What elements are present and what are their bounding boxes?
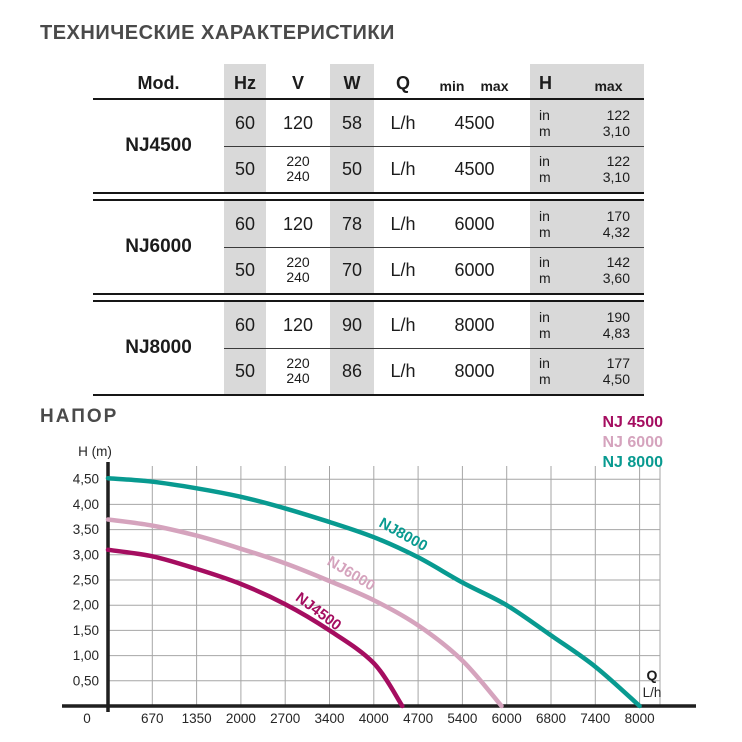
- x-axis-unit: L/h: [642, 685, 662, 700]
- row-divider: [224, 247, 644, 248]
- x-tick-label: 1350: [181, 711, 212, 726]
- h-values: [573, 201, 644, 247]
- v-value: 120: [282, 112, 314, 133]
- h-unit-m: m: [539, 169, 551, 185]
- h-unit-in: in: [539, 208, 550, 224]
- legend-item-nj4500: NJ 4500: [602, 414, 663, 431]
- h-unit-in: in: [539, 309, 550, 325]
- q-range: 6000: [454, 213, 495, 234]
- x-tick-label: 0: [83, 711, 91, 726]
- y-axis-title: H (m): [78, 444, 112, 459]
- curve-label-NJ8000: NJ8000: [376, 514, 431, 555]
- h-unit-in: in: [539, 355, 550, 371]
- q-unit: L/h: [390, 213, 416, 234]
- y-tick-label: 1,50: [72, 622, 99, 638]
- h-units: [530, 146, 573, 192]
- h-value-m: 3,10: [602, 169, 630, 185]
- hz-value: 60: [234, 213, 256, 234]
- h-value-in: 177: [606, 355, 630, 371]
- spec-table: [93, 64, 644, 396]
- v-value-top: 220: [286, 355, 310, 371]
- w-value: 86: [341, 360, 363, 381]
- h-unit-m: m: [539, 371, 551, 387]
- v-value: 120: [282, 314, 314, 335]
- hz-value: 60: [234, 112, 256, 133]
- v-value-top: 220: [286, 153, 310, 169]
- x-tick-label: 5400: [447, 711, 478, 726]
- h-unit-m: m: [539, 123, 551, 139]
- h-values: [573, 348, 644, 394]
- y-tick-label: 4,00: [72, 496, 99, 512]
- h-values: [573, 100, 644, 146]
- y-tick-label: 2,50: [72, 572, 99, 588]
- q-range: 4500: [454, 158, 495, 179]
- x-tick-label: 7400: [580, 711, 611, 726]
- h-value-m: 3,60: [602, 270, 630, 286]
- q-unit: L/h: [390, 158, 416, 179]
- h-unit-m: m: [539, 325, 551, 341]
- v-value-bottom: 240: [286, 269, 310, 285]
- model-name: NJ8000: [125, 337, 192, 358]
- y-tick-label: 4,50: [72, 471, 99, 487]
- q-range: 4500: [454, 112, 495, 133]
- legend-item-nj8000: NJ 8000: [602, 454, 663, 471]
- header-h-max: max: [594, 78, 623, 94]
- v-value: [266, 247, 330, 293]
- x-tick-label: 4000: [358, 711, 389, 726]
- hz-value: 60: [234, 314, 256, 335]
- x-tick-label: 3400: [314, 711, 345, 726]
- y-tick-label: 0,50: [72, 673, 99, 689]
- curve-label-NJ4500: NJ4500: [292, 589, 345, 635]
- model-block-nj6000: [93, 199, 644, 295]
- model-block-nj4500: [93, 100, 644, 194]
- chart-title: НАПОР: [40, 406, 119, 427]
- hz-value: 50: [234, 360, 256, 381]
- h-value-m: 4,32: [602, 224, 630, 240]
- h-values: [573, 247, 644, 293]
- h-unit-in: in: [539, 107, 550, 123]
- x-axis-unit-symbol: Q: [646, 667, 658, 683]
- h-values: [573, 146, 644, 192]
- v-value: [266, 348, 330, 394]
- v-value-bottom: 240: [286, 168, 310, 184]
- q-range: 6000: [454, 259, 495, 280]
- w-value: 90: [341, 314, 363, 335]
- row-divider: [224, 348, 644, 349]
- h-units: [530, 100, 573, 146]
- header-mod: Mod.: [137, 73, 180, 93]
- row-divider: [224, 146, 644, 147]
- w-value: 58: [341, 112, 363, 133]
- y-tick-label: 3,00: [72, 547, 99, 563]
- h-value-in: 142: [606, 254, 630, 270]
- w-value: 70: [341, 259, 363, 280]
- h-value-in: 122: [606, 107, 630, 123]
- h-value-in: 170: [606, 208, 630, 224]
- y-tick-label: 2,00: [72, 597, 99, 613]
- v-value: [266, 146, 330, 192]
- h-unit-m: m: [539, 270, 551, 286]
- chart-legend: [545, 413, 663, 473]
- legend-item-nj6000: NJ 6000: [602, 434, 663, 451]
- q-range: 8000: [454, 360, 495, 381]
- x-tick-label: 2700: [270, 711, 301, 726]
- h-value-m: 4,50: [602, 371, 630, 387]
- h-value-in: 122: [606, 153, 630, 169]
- h-units: [530, 247, 573, 293]
- header-w: W: [343, 73, 361, 93]
- x-tick-label: 6800: [535, 711, 567, 726]
- model-block-nj8000: [93, 300, 644, 396]
- h-unit-m: m: [539, 224, 551, 240]
- y-tick-label: 1,00: [72, 648, 99, 664]
- spec-table-header: [93, 64, 644, 100]
- v-value: 120: [282, 213, 314, 234]
- x-tick-label: 4700: [403, 711, 434, 726]
- h-unit-in: in: [539, 254, 550, 270]
- x-tick-label: 670: [141, 711, 164, 726]
- model-name: NJ6000: [125, 236, 192, 257]
- y-tick-label: 3,50: [72, 522, 99, 538]
- h-value-m: 3,10: [602, 123, 630, 139]
- q-range: 8000: [454, 314, 495, 335]
- header-q-max: max: [480, 78, 509, 94]
- page-title: ТЕХНИЧЕСКИЕ ХАРАКТЕРИСТИКИ: [40, 22, 395, 44]
- curve-label-NJ6000: NJ6000: [324, 552, 378, 595]
- model-name: NJ4500: [125, 135, 192, 156]
- h-units: [530, 348, 573, 394]
- header-q-min: min: [439, 78, 465, 94]
- q-unit: L/h: [390, 112, 416, 133]
- h-unit-in: in: [539, 153, 550, 169]
- v-value-bottom: 240: [286, 370, 310, 386]
- x-tick-label: 2000: [225, 711, 256, 726]
- header-hz: Hz: [234, 73, 256, 93]
- q-unit: L/h: [390, 360, 416, 381]
- x-tick-label: 8000: [624, 711, 655, 726]
- header-q: Q: [395, 73, 410, 93]
- q-unit: L/h: [390, 314, 416, 335]
- w-value: 78: [341, 213, 363, 234]
- v-value-top: 220: [286, 254, 310, 270]
- h-value-m: 4,83: [602, 325, 630, 341]
- header-v: V: [291, 73, 304, 93]
- hz-value: 50: [234, 259, 256, 280]
- header-h: H: [539, 73, 552, 93]
- h-units: [530, 302, 573, 348]
- h-units: [530, 201, 573, 247]
- h-value-in: 190: [606, 309, 630, 325]
- hz-value: 50: [234, 158, 256, 179]
- q-unit: L/h: [390, 259, 416, 280]
- x-tick-label: 6000: [491, 711, 522, 726]
- head-flow-curves-chart: [0, 440, 742, 742]
- w-value: 50: [341, 158, 363, 179]
- h-values: [573, 302, 644, 348]
